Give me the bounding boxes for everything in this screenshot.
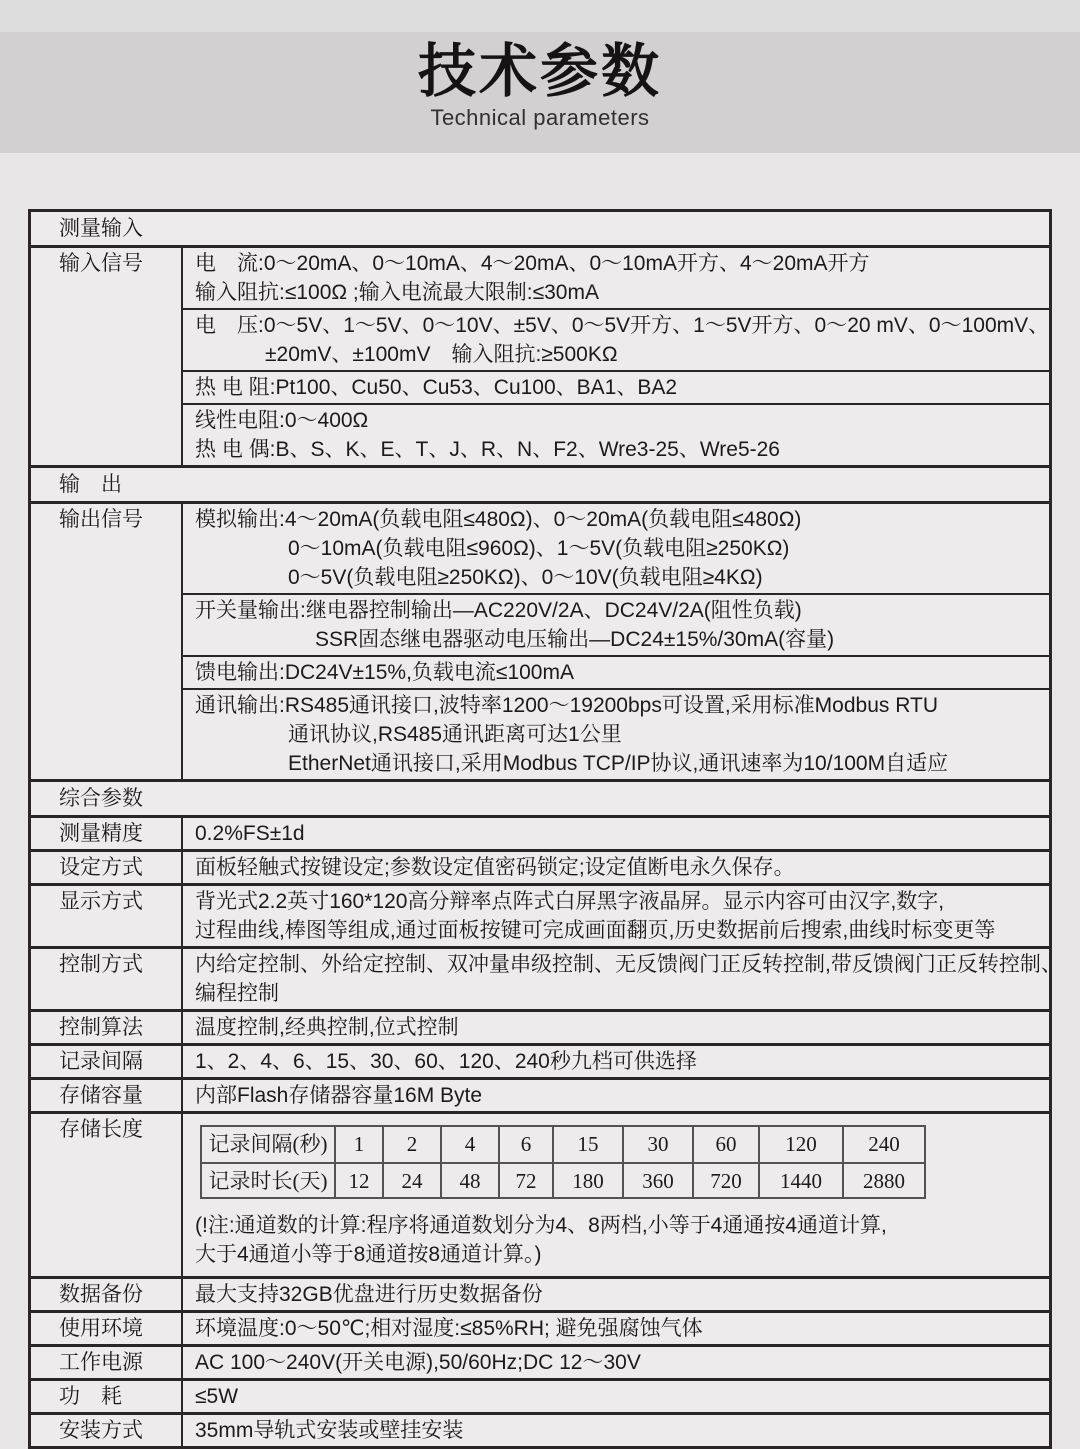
storage-interval-row (202, 1127, 924, 1162)
setting-value: 面板轻触式按键设定;参数设定值密码锁定;设定值断电永久保存。 (195, 856, 795, 879)
row-label-power-supply: 工作电源 (31, 1347, 183, 1378)
spec-line: 0～5V(负载电阻≥250KΩ)、0～10V(负载电阻≥4KΩ) (288, 566, 763, 589)
storage-table-cell: 1 (334, 1127, 382, 1162)
title-band (0, 32, 1080, 153)
row-label-storage-capacity: 存储容量 (31, 1080, 183, 1111)
spec-line: 内给定控制、外给定控制、双冲量串级控制、无反馈阀门正反转控制,带反馈阀门正反转控制、 (195, 953, 1062, 976)
subrow-comm-output (183, 688, 1049, 779)
installation-value: 35mm导轨式安装或壁挂安装 (195, 1419, 464, 1442)
spec-line: ±20mV、±100mV 输入阻抗:≥500KΩ (265, 343, 618, 366)
storage-length-content (183, 1114, 1049, 1276)
row-label-installation: 安装方式 (31, 1415, 183, 1446)
row-setting (31, 849, 1049, 883)
spec-line: 编程控制 (195, 982, 279, 1005)
spec-line: SSR固态继电器驱动电压输出—DC24±15%/30mA(容量) (315, 628, 835, 651)
row-label-power-consumption: 功 耗 (31, 1381, 183, 1412)
storage-table-cell: 4 (440, 1127, 498, 1162)
section-row-output: 输 出 (31, 465, 1049, 501)
row-label-storage-length: 存储长度 (31, 1114, 183, 1276)
top-strip (0, 0, 1080, 32)
environment-value: 环境温度:0～50℃;相对湿度:≤85%RH; 避免强腐蚀气体 (195, 1317, 703, 1340)
subrow-switch-output (183, 593, 1049, 655)
storage-table-cell: 15 (552, 1127, 622, 1162)
spec-line: 模拟输出:4～20mA(负载电阻≤480Ω)、0～20mA(负载电阻≤480Ω) (195, 508, 802, 531)
row-label-display: 显示方式 (31, 886, 183, 946)
row-label-record-interval: 记录间隔 (31, 1046, 183, 1077)
row-control-mode (31, 946, 1062, 1009)
row-storage-capacity (31, 1077, 1049, 1111)
subrow-feed-output (183, 655, 1049, 688)
storage-table-cell: 6 (498, 1127, 552, 1162)
section-row-measure-input: 测量输入 (59, 217, 143, 240)
storage-table-cell: 360 (622, 1162, 692, 1197)
section-row-general: 综合参数 (31, 779, 1049, 815)
row-label-environment: 使用环境 (31, 1313, 183, 1344)
row-environment (31, 1310, 1049, 1344)
storage-table-cell: 12 (334, 1162, 382, 1197)
row-label-control-algorithm: 控制算法 (31, 1012, 183, 1043)
storage-table-header-cell: 记录时长(天) (202, 1162, 334, 1197)
storage-table-cell: 24 (382, 1162, 440, 1197)
storage-table-cell: 60 (692, 1127, 758, 1162)
control-mode-content (183, 949, 1062, 1009)
spec-line: 电 压:0～5V、1～5V、0～10V、±5V、0～5V开方、1～5V开方、0～20 mV、0～100mV、 (195, 314, 1050, 337)
data-backup-value: 最大支持32GB优盘进行历史数据备份 (195, 1283, 543, 1306)
spec-line: 热 电 偶:B、S、K、E、T、J、R、N、F2、Wre3-25、Wre5-26 (195, 438, 780, 461)
subrow-rtd (183, 370, 1049, 403)
input-signal-content (183, 248, 1049, 465)
row-control-algorithm (31, 1009, 1049, 1043)
row-output-signal (31, 501, 1049, 779)
note-line: 大于4通道小等于8通道按8通道计算。) (195, 1243, 542, 1266)
row-label-output-signal: 输出信号 (31, 504, 183, 779)
subrow-current (183, 248, 1049, 308)
spec-line: 输入阻抗:≤100Ω ;输入电流最大限制:≤30mA (195, 281, 599, 304)
storage-table-cell: 72 (498, 1162, 552, 1197)
row-display (31, 883, 1049, 946)
row-accuracy (31, 815, 1049, 849)
storage-table-cell: 2 (382, 1127, 440, 1162)
storage-table-cell: 30 (622, 1127, 692, 1162)
row-label-setting: 设定方式 (31, 852, 183, 883)
row-power-consumption (31, 1378, 1049, 1412)
page-subtitle: Technical parameters (430, 104, 650, 130)
storage-duration-row (202, 1162, 924, 1197)
spec-line: 通讯输出:RS485通讯接口,波特率1200～19200bps可设置,采用标准Modbus RTU (195, 694, 939, 717)
row-label-control-mode: 控制方式 (31, 949, 183, 1009)
storage-table-cell: 240 (842, 1127, 924, 1162)
power-supply-value: AC 100～240V(开关电源),50/60Hz;DC 12～30V (195, 1351, 641, 1374)
row-installation (31, 1412, 1049, 1446)
output-signal-content (183, 504, 1049, 779)
power-consumption-value: ≤5W (195, 1385, 239, 1408)
storage-table-cell: 48 (440, 1162, 498, 1197)
storage-length-table (200, 1125, 926, 1199)
storage-table-cell: 2880 (842, 1162, 924, 1197)
row-label-accuracy: 测量精度 (31, 818, 183, 849)
page-title: 技术参数 (417, 39, 662, 104)
row-record-interval (31, 1043, 1049, 1077)
spec-line: 开关量输出:继电器控制输出—AC220V/2A、DC24V/2A(阻性负载) (195, 599, 802, 622)
storage-table-cell: 720 (692, 1162, 758, 1197)
storage-table-header-cell: 记录间隔(秒) (208, 1132, 328, 1156)
display-content (183, 886, 1049, 946)
storage-length-note (195, 1207, 1049, 1275)
subrow-voltage (183, 308, 1049, 370)
spec-line: 热 电 阻:Pt100、Cu50、Cu53、Cu100、BA1、BA2 (195, 376, 678, 399)
spec-line: 馈电输出:DC24V±15%,负载电流≤100mA (195, 661, 574, 684)
spec-line: 0～10mA(负载电阻≤960Ω)、1～5V(负载电阻≥250KΩ) (288, 537, 790, 560)
spec-line: 电 流:0～20mA、0～10mA、4～20mA、0～10mA开方、4～20mA开方 (195, 252, 870, 275)
subrow-analog-output (183, 504, 1049, 593)
storage-table-cell: 180 (552, 1162, 622, 1197)
spec-line: 过程曲线,棒图等组成,通过面板按键可完成画面翻页,历史数据前后搜索,曲线时标变更等 (195, 919, 996, 942)
row-data-backup (31, 1276, 1049, 1310)
note-line: (!注:通道数的计算:程序将通道数划分为4、8两档,小等于4通通按4通道计算, (195, 1214, 887, 1237)
subrow-linear-thermocouple (183, 403, 1049, 465)
record-interval-value: 1、2、4、6、15、30、60、120、240秒九档可供选择 (195, 1050, 697, 1073)
control-algorithm-value: 温度控制,经典控制,位式控制 (195, 1016, 459, 1039)
spec-line: 背光式2.2英寸160*120高分辩率点阵式白屏黑字液晶屏。显示内容可由汉字,数字, (195, 890, 945, 913)
row-power-supply (31, 1344, 1049, 1378)
row-label-input-signal: 输入信号 (31, 248, 183, 465)
storage-table-cell: 1440 (758, 1162, 842, 1197)
row-storage-length (31, 1111, 1049, 1276)
spec-line: 线性电阻:0～400Ω (195, 409, 369, 432)
spec-line: 通讯协议,RS485通讯距离可达1公里 (288, 723, 622, 746)
row-input-signal (31, 245, 1049, 465)
row-label-data-backup: 数据备份 (31, 1279, 183, 1310)
accuracy-value: 0.2%FS±1d (195, 822, 305, 845)
spec-table (28, 209, 1062, 1449)
storage-table-cell: 120 (758, 1127, 842, 1162)
storage-capacity-value: 内部Flash存储器容量16M Byte (195, 1084, 483, 1107)
spec-line: EtherNet通讯接口,采用Modbus TCP/IP协议,通讯速率为10/100M自适应 (288, 752, 949, 775)
